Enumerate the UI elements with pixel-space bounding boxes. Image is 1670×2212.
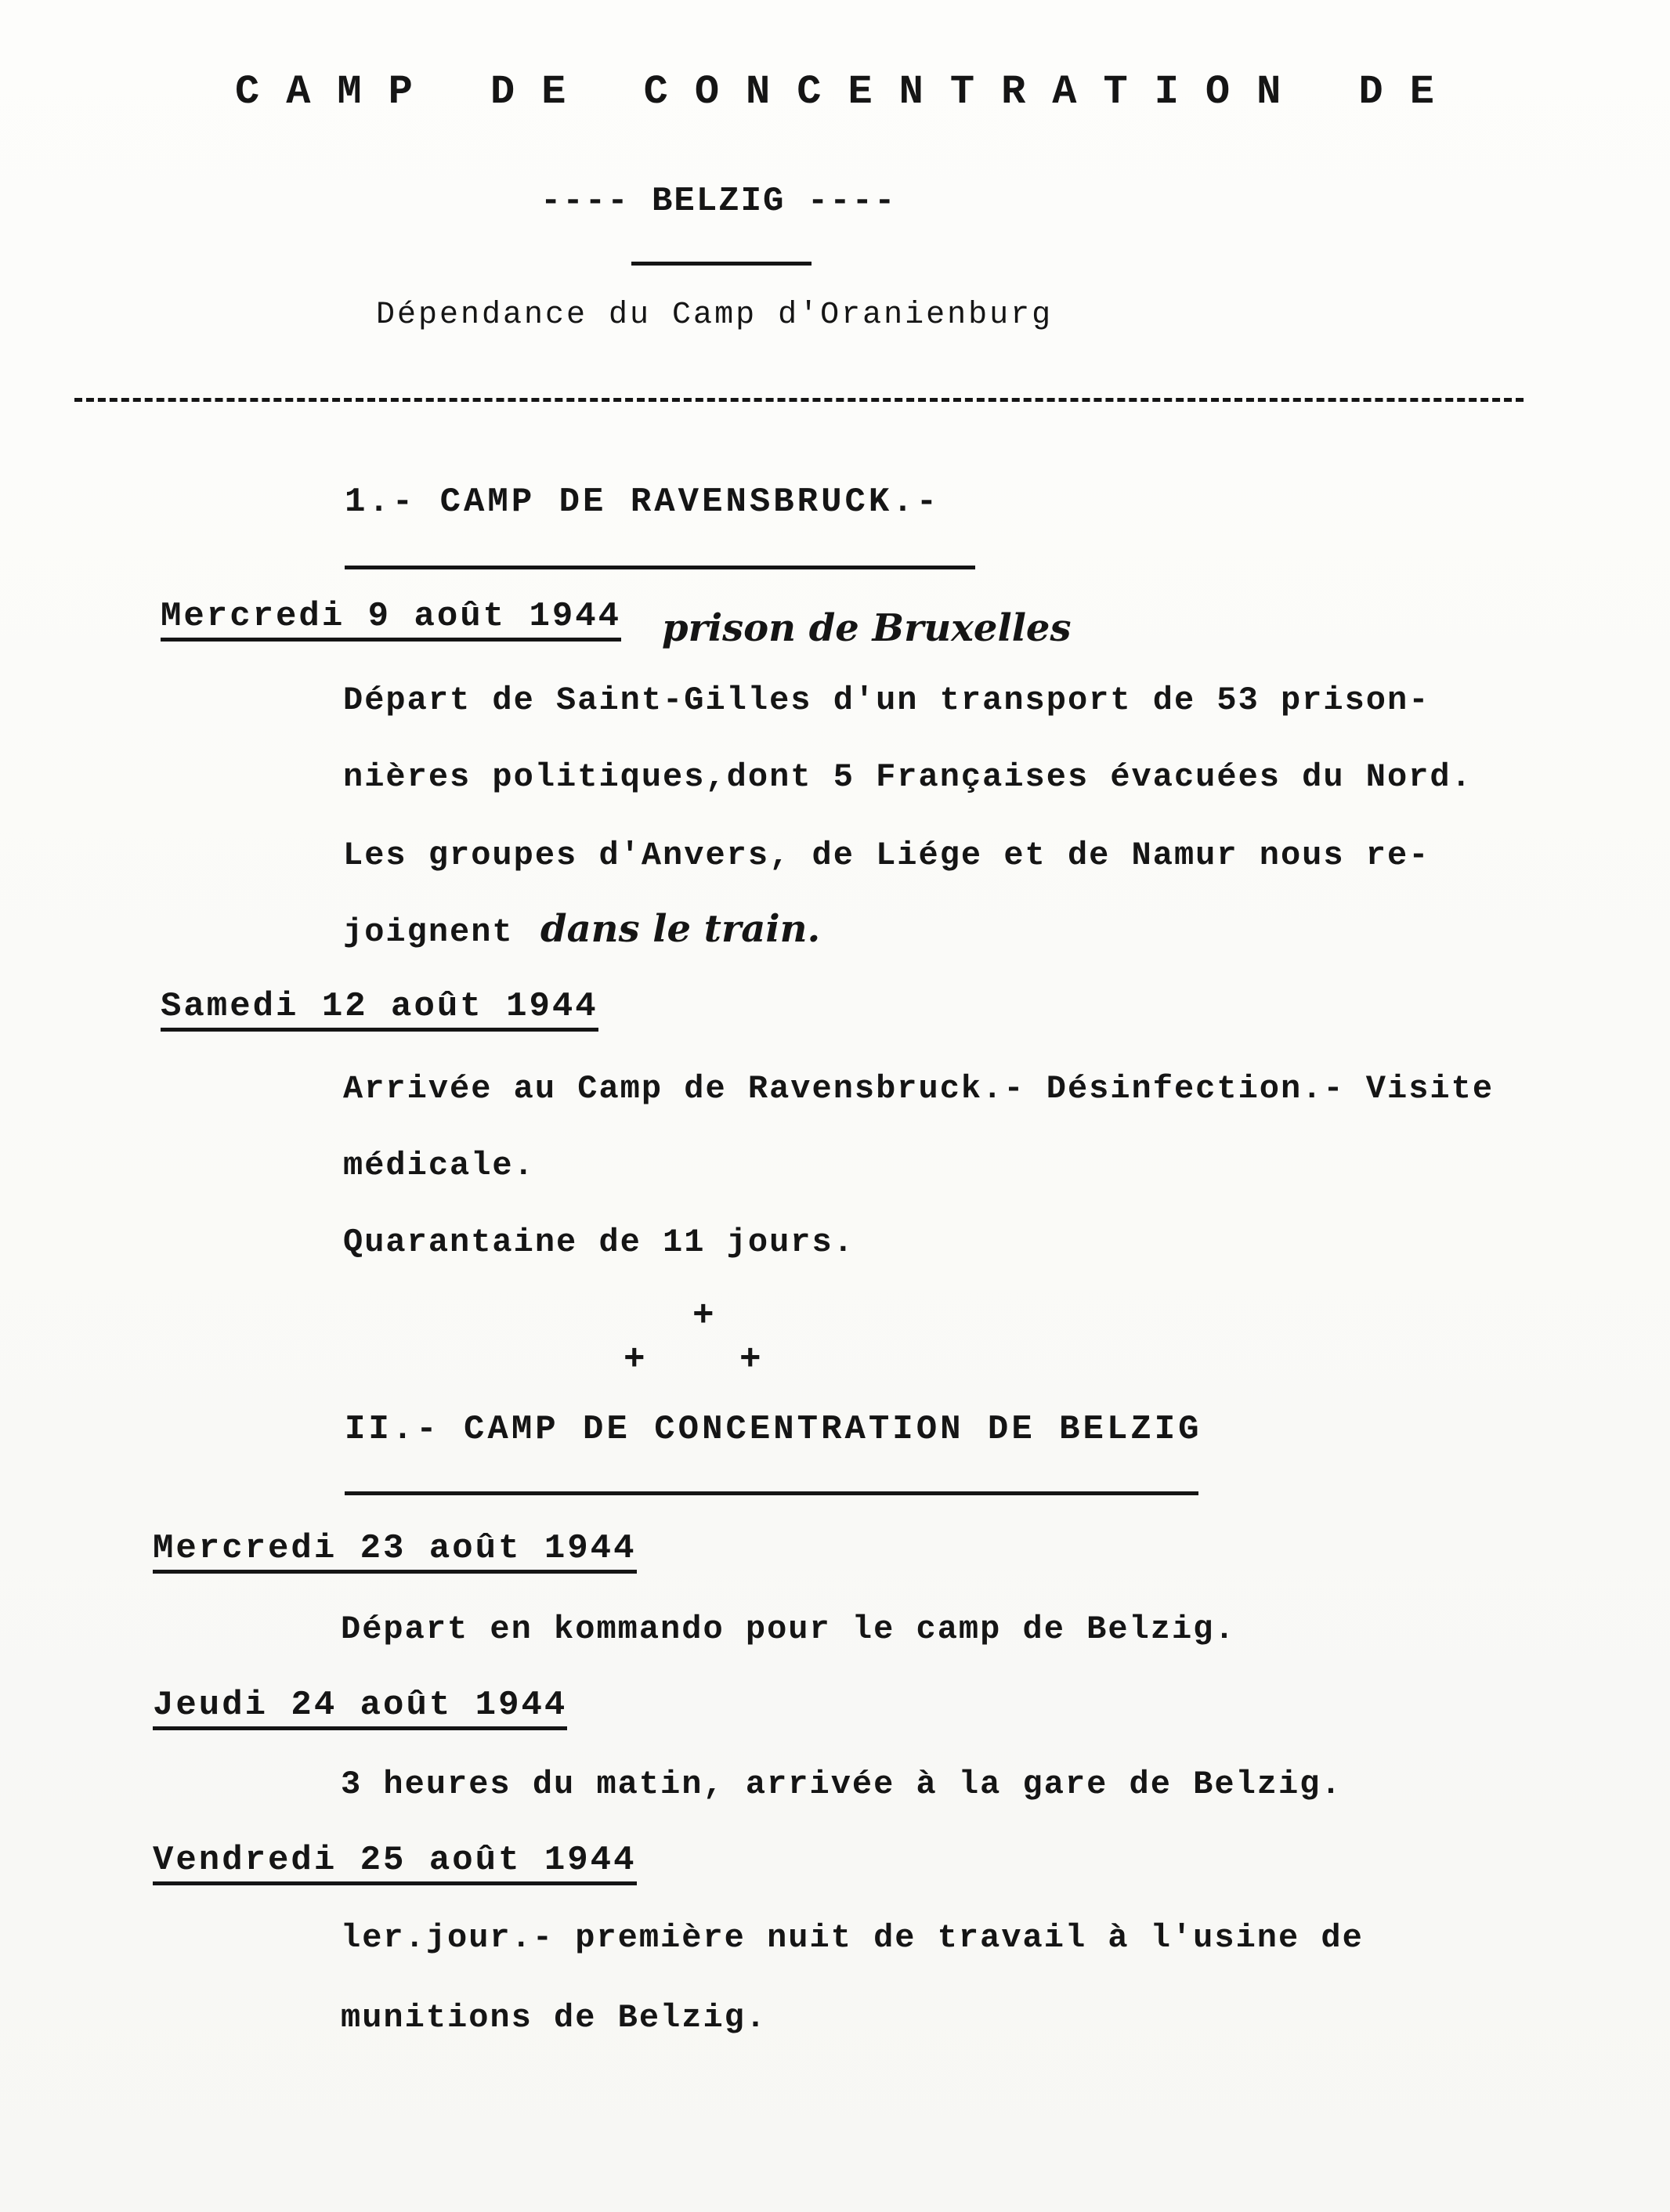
entry-line: nières politiques,dont 5 Françaises évacuées du Nord. (343, 758, 1473, 796)
entry-line: joignent (343, 913, 514, 951)
separator-cross: + (624, 1339, 645, 1380)
entry-line: médicale. (343, 1147, 535, 1184)
separator-cross: + (692, 1296, 714, 1336)
document-subtitle: ---- BELZIG ---- (540, 182, 897, 221)
entry-line: 3 heures du matin, arrivée à la gare de Belzig. (341, 1766, 1343, 1803)
entry-line: Départ en kommando pour le camp de Belzig. (341, 1610, 1236, 1648)
dependance-line: Dépendance du Camp d'Oranienburg (376, 298, 1054, 333)
section-1-heading: 1.- CAMP DE RAVENSBRUCK.- (345, 483, 941, 522)
dashed-divider (74, 398, 1524, 402)
entry-date: Mercredi 9 août 1944 (161, 597, 621, 642)
entry-line: Les groupes d'Anvers, de Liége et de Namur nous re- (343, 837, 1430, 874)
section-2-rule (345, 1491, 1198, 1495)
entry-line: Quarantaine de 11 jours. (343, 1223, 855, 1261)
entry-line: munitions de Belzig. (341, 1999, 768, 2037)
entry-date: Mercredi 23 août 1944 (153, 1529, 637, 1574)
entry-date: Samedi 12 août 1944 (161, 987, 598, 1032)
entry-date: Vendredi 25 août 1944 (153, 1841, 637, 1885)
title-underline (631, 262, 812, 266)
handwritten-annotation: prison de Bruxelles (662, 606, 1072, 650)
handwritten-annotation: dans le train. (540, 907, 821, 951)
entry-line: Départ de Saint-Gilles d'un transport de 53 prison- (343, 681, 1430, 719)
separator-cross: + (739, 1339, 761, 1380)
section-1-rule (345, 566, 975, 569)
entry-line: Arrivée au Camp de Ravensbruck.- Désinfection.- Visite (343, 1070, 1495, 1108)
entry-date: Jeudi 24 août 1944 (153, 1686, 567, 1730)
document-title: CAMP DE CONCENTRATION DE (235, 69, 1461, 115)
entry-line: ler.jour.- première nuit de travail à l'usine de (341, 1919, 1364, 1957)
section-2-heading: II.- CAMP DE CONCENTRATION DE BELZIG (345, 1410, 1202, 1449)
